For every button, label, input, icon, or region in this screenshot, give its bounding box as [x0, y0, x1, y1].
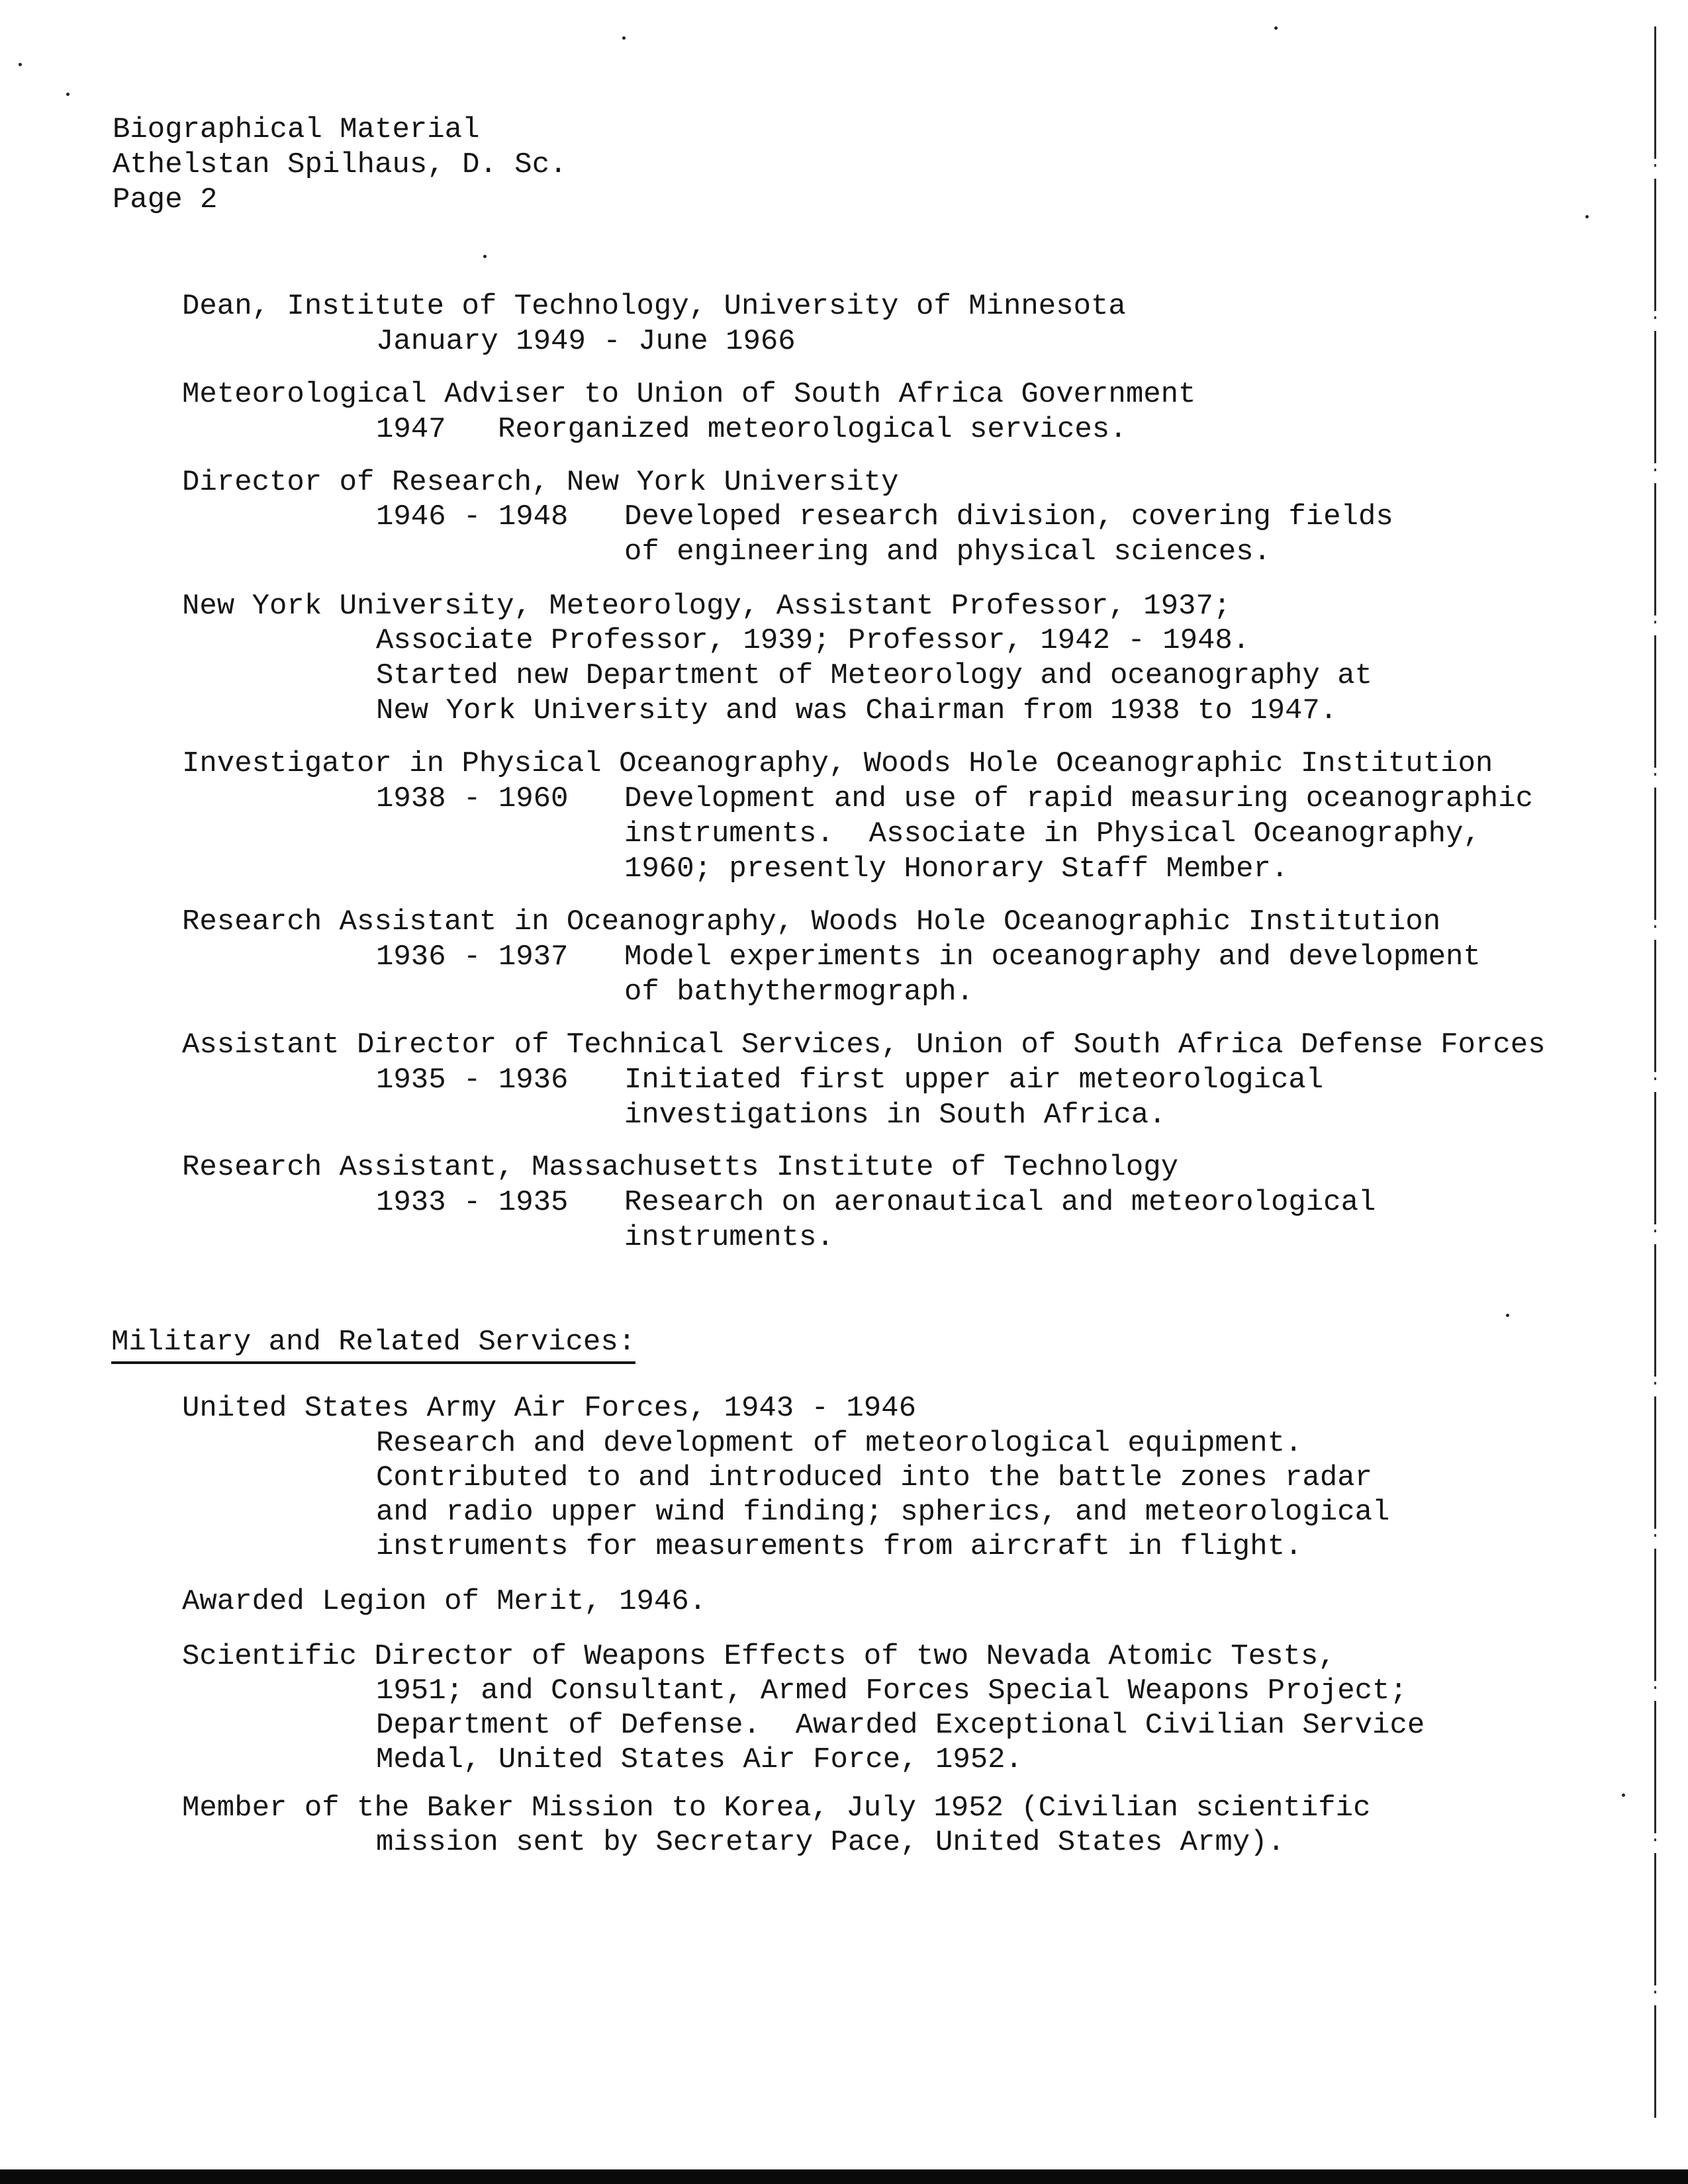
- position-title: Dean, Institute of Technology, University of Minnesota: [182, 290, 1126, 323]
- military-entry-title: Awarded Legion of Merit, 1946.: [182, 1585, 707, 1618]
- position-date: 1946 - 1948: [376, 500, 569, 533]
- position-description: Initiated first upper air meteorological: [624, 1064, 1324, 1097]
- military-entry-continuation: instruments for measurements from aircraft in flight.: [376, 1530, 1303, 1563]
- military-entry-continuation: mission sent by Secretary Pace, United States Army).: [376, 1826, 1286, 1859]
- position-description: of bathythermograph.: [624, 976, 974, 1009]
- position-title: Meteorological Adviser to Union of South Africa Government: [182, 378, 1196, 411]
- scan-speck: [483, 255, 487, 258]
- header-subject: Athelstan Spilhaus, D. Sc.: [113, 148, 567, 181]
- position-title: Research Assistant in Oceanography, Woods Hole Oceanographic Institution: [182, 905, 1441, 938]
- military-entry-continuation: 1951; and Consultant, Armed Forces Special Weapons Project;: [376, 1674, 1407, 1707]
- military-entry-continuation: and radio upper wind finding; spherics, and meteorological: [376, 1496, 1390, 1529]
- document-header: [113, 113, 567, 218]
- scan-edge-right: [1654, 26, 1656, 2118]
- scan-speck: [1274, 26, 1278, 30]
- position-date: 1938 - 1960: [376, 782, 569, 815]
- military-entry-continuation: Medal, United States Air Force, 1952.: [376, 1743, 1023, 1776]
- position-continuation: New York University and was Chairman from 1938 to 1947.: [376, 694, 1338, 727]
- position-title: Investigator in Physical Oceanography, Woods Hole Oceanographic Institution: [182, 747, 1493, 780]
- position-continuation: Started new Department of Meteorology and oceanography at: [376, 659, 1373, 692]
- position-title: Assistant Director of Technical Services, Union of South Africa Defense Forces: [182, 1028, 1546, 1062]
- scan-speck: [622, 36, 626, 40]
- position-description: 1960; presently Honorary Staff Member.: [624, 852, 1289, 886]
- position-continuation: Associate Professor, 1939; Professor, 1942 - 1948.: [376, 624, 1250, 657]
- position-title: Director of Research, New York University: [182, 466, 899, 499]
- military-entry-title: Scientific Director of Weapons Effects of two Nevada Atomic Tests,: [182, 1640, 1336, 1673]
- position-date: 1947: [376, 413, 446, 446]
- section-heading-military: Military and Related Services:: [111, 1325, 635, 1364]
- position-description: of engineering and physical sciences.: [624, 535, 1271, 569]
- position-description: Developed research division, covering fields: [624, 500, 1393, 533]
- header-page-number: Page 2: [113, 183, 218, 216]
- position-title: New York University, Meteorology, Assistant Professor, 1937;: [182, 590, 1231, 623]
- position-date: January 1949 - June 1966: [376, 325, 796, 358]
- position-description: instruments.: [624, 1221, 834, 1254]
- scan-speck: [19, 63, 22, 66]
- position-description: instruments. Associate in Physical Oceanography,: [624, 817, 1481, 850]
- scan-speck: [66, 93, 70, 96]
- position-description: Development and use of rapid measuring oceanographic: [624, 782, 1534, 815]
- position-description: Research on aeronautical and meteorological: [624, 1186, 1376, 1219]
- military-entry-title: Member of the Baker Mission to Korea, July 1952 (Civilian scientific: [182, 1792, 1371, 1825]
- position-description: Reorganized meteorological services.: [498, 413, 1127, 446]
- header-title: Biographical Material: [113, 113, 480, 146]
- position-date: 1933 - 1935: [376, 1186, 569, 1219]
- position-date: 1935 - 1936: [376, 1064, 569, 1097]
- position-description: Model experiments in oceanography and development: [624, 940, 1481, 974]
- scan-speck: [1506, 1314, 1509, 1317]
- scan-speck: [1622, 1794, 1625, 1797]
- military-entry-continuation: Contributed to and introduced into the battle zones radar: [376, 1461, 1373, 1494]
- position-date: 1936 - 1937: [376, 940, 569, 974]
- military-entry-continuation: Department of Defense. Awarded Exceptional Civilian Service: [376, 1709, 1425, 1742]
- scan-edge-bottom: [0, 2169, 1688, 2184]
- military-entry-title: United States Army Air Forces, 1943 - 1946: [182, 1392, 916, 1425]
- position-description: investigations in South Africa.: [624, 1099, 1166, 1132]
- military-entry-continuation: Research and development of meteorological equipment.: [376, 1427, 1303, 1460]
- scan-speck: [1585, 215, 1589, 218]
- position-title: Research Assistant, Massachusetts Institute of Technology: [182, 1151, 1179, 1184]
